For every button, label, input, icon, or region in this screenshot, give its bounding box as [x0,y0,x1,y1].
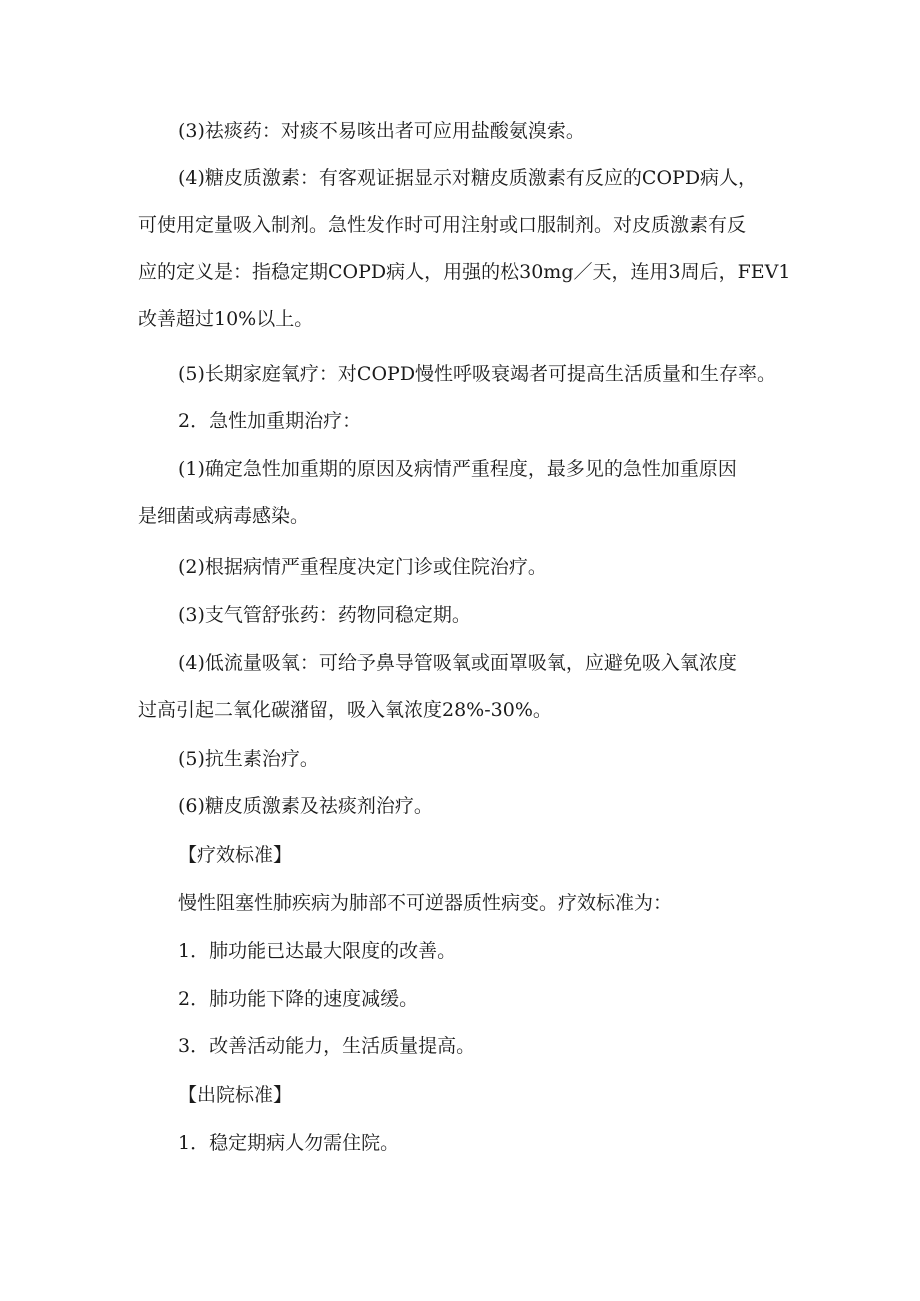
text-line: (5)抗生素治疗。 [178,748,319,770]
text-line: 应的定义是：指稳定期COPD病人，用强的松30mg／天，连用3周后，FEV1 [138,261,791,283]
text-line: (1)确定急性加重期的原因及病情严重程度，最多见的急性加重原因 [178,458,737,480]
text-line: (3)祛痰药：对痰不易咳出者可应用盐酸氨溴索。 [178,120,585,142]
list-item-quality-of-life [138,1023,798,1070]
list-item-stable-no-admission [138,1120,798,1167]
text-line: (3)支气管舒张药：药物同稳定期。 [178,604,471,626]
paragraph-cause-severity [138,446,798,540]
list-item-decline-slowed [138,976,798,1023]
section-heading-acute-exacerbation [138,398,798,445]
text-line: 改善超过10%以上。 [138,308,314,330]
paragraph-antibiotics [138,736,798,783]
text-line: 【出院标准】 [178,1084,293,1106]
list-item-lung-function-improved [138,928,798,975]
text-line: 【疗效标准】 [178,844,293,866]
section-heading-discharge-criteria [138,1072,798,1119]
text-line: (6)糖皮质激素及祛痰剂治疗。 [178,795,433,817]
text-line: 3．改善活动能力，生活质量提高。 [178,1035,476,1057]
paragraph-expectorant [138,108,798,155]
text-line: 慢性阻塞性肺疾病为肺部不可逆器质性病变。疗效标准为： [178,892,673,914]
text-line: 2．肺功能下降的速度减缓。 [178,988,419,1010]
paragraph-treatment-setting [138,544,798,591]
paragraph-bronchodilator [138,592,798,639]
text-line: 过高引起二氧化碳潴留，吸入氧浓度28%-30%。 [138,699,552,721]
paragraph-corticosteroid [138,155,798,343]
paragraph-low-flow-oxygen [138,640,798,734]
paragraph-efficacy-intro [138,880,798,927]
text-line: 1．肺功能已达最大限度的改善。 [178,940,457,962]
text-line: 可使用定量吸入制剂。急性发作时可用注射或口服制剂。对皮质激素有反 [138,214,747,236]
text-line: 是细菌或病毒感染。 [138,505,310,527]
text-line: (2)根据病情严重程度决定门诊或住院治疗。 [178,556,547,578]
text-line: 1．稳定期病人勿需住院。 [178,1132,400,1154]
section-heading-efficacy-criteria [138,832,798,879]
text-line: 2．急性加重期治疗： [178,410,362,432]
paragraph-steroid-expectorant [138,783,798,830]
text-line: (4)糖皮质激素：有客观证据显示对糖皮质激素有反应的COPD病人， [178,167,758,189]
text-line: (5)长期家庭氧疗：对COPD慢性呼吸衰竭者可提高生活质量和生存率。 [178,363,777,385]
text-line: (4)低流量吸氧：可给予鼻导管吸氧或面罩吸氧，应避免吸入氧浓度 [178,652,737,674]
paragraph-oxygen-therapy [138,351,798,398]
